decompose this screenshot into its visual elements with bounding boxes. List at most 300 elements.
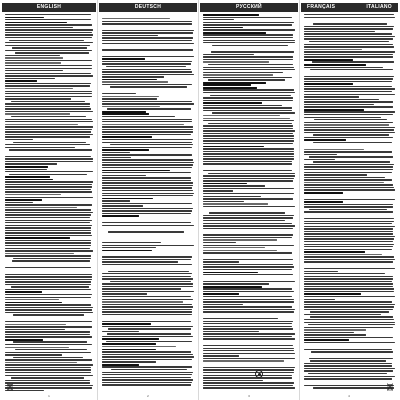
text-line — [5, 207, 77, 208]
text-line — [5, 380, 90, 381]
text-line — [5, 57, 63, 58]
text-line — [102, 356, 194, 357]
text-line — [304, 137, 393, 138]
text-line — [102, 309, 192, 310]
text-line — [102, 159, 193, 160]
text-line — [102, 164, 193, 165]
text-line — [102, 374, 192, 375]
text-line — [5, 60, 92, 61]
text-line — [304, 244, 394, 245]
text-line — [203, 281, 295, 282]
column-russian — [200, 0, 298, 400]
text-line — [5, 156, 91, 157]
text-line — [102, 96, 159, 97]
text-line — [15, 349, 87, 350]
text-line — [5, 184, 92, 185]
text-line — [5, 166, 48, 168]
text-line — [102, 142, 192, 143]
text-line — [5, 19, 91, 20]
text-line — [5, 326, 92, 327]
text-line — [5, 214, 91, 215]
text-line — [203, 188, 294, 189]
text-line — [203, 128, 293, 129]
text-line — [304, 286, 393, 287]
text-line — [203, 146, 264, 148]
text-line — [5, 96, 92, 97]
text-line — [5, 171, 93, 172]
text-line — [203, 87, 257, 89]
column-header-label: РУССКИЙ — [236, 4, 262, 10]
text-line — [304, 139, 346, 141]
text-line — [5, 362, 77, 363]
text-line — [11, 101, 86, 102]
text-line — [102, 296, 191, 297]
text-line — [203, 296, 292, 297]
text-line — [203, 107, 292, 108]
text-line — [102, 76, 164, 77]
text-line — [5, 98, 71, 99]
text-line — [304, 349, 392, 350]
text-line — [5, 299, 59, 300]
text-line — [308, 373, 387, 374]
text-line — [203, 14, 259, 16]
text-line — [102, 121, 192, 122]
text-line — [203, 118, 290, 119]
text-line — [304, 154, 337, 155]
text-line — [5, 232, 91, 233]
text-line — [5, 34, 93, 35]
crossed-bin-icon — [387, 378, 393, 386]
text-line — [203, 306, 292, 307]
text-line — [110, 281, 191, 282]
text-line — [102, 193, 194, 194]
text-line — [304, 83, 353, 85]
text-line — [102, 301, 183, 302]
text-line — [102, 149, 149, 151]
text-line — [102, 177, 191, 178]
text-line — [5, 344, 92, 345]
text-line — [304, 204, 393, 205]
text-line — [5, 336, 92, 337]
text-line — [203, 369, 294, 370]
text-line — [203, 372, 294, 373]
text-line — [203, 375, 292, 376]
text-line — [304, 334, 366, 335]
text-line — [203, 336, 292, 337]
text-line — [102, 43, 194, 44]
text-line — [5, 250, 93, 251]
text-line — [304, 339, 349, 341]
text-line — [203, 304, 243, 305]
text-line — [304, 226, 395, 227]
text-line — [110, 86, 187, 87]
text-line — [5, 191, 92, 192]
text-line — [209, 212, 286, 213]
text-line — [102, 129, 193, 130]
text-line — [102, 293, 147, 294]
text-line — [304, 368, 395, 369]
text-line — [203, 170, 292, 171]
text-line — [208, 123, 292, 124]
text-line — [304, 241, 393, 242]
text-line — [203, 185, 265, 186]
text-line — [5, 202, 33, 203]
text-line — [304, 59, 353, 61]
column-header-label-right: ITALIANO — [366, 4, 392, 10]
text-line — [102, 79, 157, 81]
text-line — [5, 134, 93, 135]
text-line — [203, 17, 292, 18]
text-line — [203, 321, 293, 322]
text-line — [11, 286, 89, 287]
text-line — [5, 237, 70, 239]
text-line — [203, 72, 283, 73]
text-line — [102, 261, 178, 262]
text-line — [203, 130, 295, 131]
column-english — [2, 0, 96, 400]
text-line — [5, 194, 61, 195]
text-line — [203, 217, 293, 218]
text-line — [304, 314, 381, 315]
text-line — [203, 100, 293, 101]
text-line — [102, 21, 192, 22]
text-line — [5, 22, 67, 24]
text-line — [5, 372, 91, 373]
text-line — [304, 199, 395, 200]
text-line — [102, 131, 193, 132]
text-line — [203, 239, 277, 240]
text-line — [304, 187, 394, 188]
text-line — [304, 14, 394, 15]
text-line — [203, 67, 294, 68]
text-line — [203, 59, 293, 60]
text-line — [208, 64, 294, 65]
text-line — [5, 382, 90, 383]
text-line — [304, 283, 393, 284]
text-line — [5, 124, 78, 125]
text-line — [203, 250, 277, 251]
text-line — [203, 266, 294, 267]
text-line — [5, 181, 93, 182]
text-line — [203, 331, 259, 332]
text-line — [102, 93, 136, 94]
text-line — [203, 360, 284, 361]
text-line — [203, 272, 258, 274]
text-line — [203, 92, 295, 93]
text-line — [5, 359, 92, 360]
text-line — [5, 255, 91, 256]
text-line — [5, 212, 93, 213]
text-line — [314, 119, 388, 120]
text-line — [203, 326, 292, 327]
text-line — [313, 161, 390, 162]
text-line — [203, 345, 293, 346]
text-line — [5, 352, 91, 353]
text-line — [5, 85, 90, 86]
text-line — [304, 104, 374, 105]
text-line — [310, 360, 386, 361]
text-line — [102, 210, 192, 211]
text-line — [309, 358, 393, 359]
text-line — [102, 134, 191, 135]
text-line — [203, 269, 292, 270]
text-line — [203, 89, 294, 90]
column-header-label-left: FRANÇAIS — [307, 4, 336, 10]
text-line — [5, 113, 70, 114]
text-line — [13, 258, 91, 259]
text-line — [102, 225, 194, 226]
text-line — [304, 94, 395, 95]
text-line — [108, 231, 184, 232]
text-line — [102, 61, 192, 62]
text-line — [102, 81, 168, 82]
text-line — [203, 22, 294, 23]
fold-line — [97, 0, 98, 400]
text-line — [5, 131, 91, 132]
text-line — [102, 147, 192, 148]
text-line — [13, 357, 83, 358]
text-line — [5, 375, 93, 376]
text-line — [5, 307, 93, 308]
text-line — [304, 332, 354, 333]
text-line — [304, 164, 394, 165]
text-line — [102, 208, 193, 209]
text-line — [102, 71, 192, 72]
text-line — [203, 102, 262, 104]
text-line — [102, 49, 193, 50]
column-header-label: ENGLISH — [36, 4, 62, 10]
text-line — [304, 36, 395, 37]
text-line — [309, 41, 389, 42]
text-line — [102, 152, 130, 153]
text-line — [5, 334, 90, 335]
text-line — [5, 294, 92, 295]
text-line — [5, 163, 57, 164]
text-line — [102, 276, 191, 277]
column-deutsch — [99, 0, 197, 400]
text-line — [313, 134, 389, 135]
text-line — [304, 337, 393, 338]
text-line — [203, 56, 293, 57]
text-line — [5, 70, 63, 71]
text-line — [304, 304, 395, 305]
text-line — [203, 252, 292, 253]
text-line — [203, 37, 293, 38]
column-header — [301, 3, 398, 12]
text-line — [304, 342, 395, 343]
text-line — [203, 27, 243, 29]
text-line — [5, 17, 44, 19]
text-line — [9, 40, 83, 41]
text-line — [5, 45, 90, 46]
text-line — [203, 77, 292, 78]
text-line — [5, 65, 92, 66]
text-line — [304, 385, 394, 386]
text-line — [5, 32, 92, 33]
text-line — [102, 242, 161, 243]
text-line — [304, 249, 392, 250]
text-line — [304, 201, 343, 203]
text-line — [304, 378, 392, 379]
text-line — [5, 136, 90, 137]
text-line — [203, 193, 294, 194]
text-line — [203, 178, 294, 179]
text-line — [5, 281, 91, 282]
text-line — [203, 385, 293, 386]
text-line — [102, 283, 193, 284]
text-line — [203, 293, 239, 295]
text-line — [5, 62, 61, 63]
text-line — [203, 29, 295, 30]
column-body — [203, 14, 295, 392]
text-line — [203, 148, 294, 149]
text-line — [102, 364, 139, 366]
text-line — [203, 82, 266, 84]
column-body — [5, 14, 93, 392]
text-line — [5, 230, 91, 231]
text-line — [203, 19, 234, 20]
text-line — [203, 105, 282, 106]
text-line — [304, 327, 393, 328]
text-line — [203, 183, 247, 185]
text-line — [304, 91, 392, 92]
text-line — [203, 245, 294, 246]
text-line — [304, 122, 393, 123]
text-line — [304, 166, 393, 167]
text-line — [102, 304, 192, 305]
text-line — [5, 169, 47, 170]
text-line — [5, 108, 91, 109]
text-line — [5, 176, 50, 178]
text-line — [5, 267, 91, 268]
text-line — [102, 286, 193, 287]
text-line — [203, 288, 292, 289]
text-line — [203, 125, 293, 126]
text-line — [203, 309, 295, 310]
text-line — [102, 157, 131, 158]
text-line — [304, 233, 393, 234]
text-line — [304, 149, 364, 150]
text-line — [13, 314, 84, 315]
text-line — [203, 242, 236, 243]
text-line — [5, 222, 90, 223]
text-line — [102, 126, 193, 127]
text-line — [5, 80, 37, 82]
text-line — [304, 49, 362, 50]
text-line — [304, 370, 393, 371]
text-line — [203, 153, 294, 154]
text-line — [5, 103, 90, 104]
text-line — [102, 213, 191, 214]
text-line — [102, 180, 191, 181]
text-line — [203, 54, 254, 55]
text-line — [203, 180, 293, 181]
text-line — [106, 66, 186, 67]
text-line — [203, 291, 294, 292]
text-line — [5, 347, 69, 348]
text-line — [5, 276, 92, 277]
text-line — [5, 289, 91, 290]
text-line — [5, 139, 33, 140]
text-line — [210, 95, 291, 96]
text-line — [203, 323, 292, 324]
text-line — [102, 35, 158, 36]
text-line — [304, 129, 394, 130]
page-number: 1 — [48, 394, 50, 398]
text-line — [5, 329, 65, 330]
text-line — [304, 238, 394, 239]
text-line — [102, 187, 192, 188]
text-line — [108, 328, 191, 329]
text-line — [102, 361, 156, 362]
text-line — [304, 26, 394, 27]
text-line — [313, 142, 392, 143]
text-line — [203, 377, 292, 378]
text-line — [5, 217, 90, 218]
text-line — [203, 32, 266, 34]
text-line — [5, 197, 93, 198]
text-line — [203, 286, 262, 288]
text-line — [102, 336, 193, 337]
text-line — [5, 279, 92, 280]
text-line — [304, 174, 367, 175]
text-line — [203, 274, 293, 275]
text-line — [102, 351, 191, 352]
text-line — [102, 331, 139, 332]
text-line — [304, 301, 392, 302]
text-line — [110, 144, 193, 145]
text-line — [304, 256, 394, 257]
text-line — [212, 45, 288, 46]
fold-line — [299, 0, 300, 400]
text-line — [304, 56, 393, 57]
text-line — [304, 276, 393, 277]
text-line — [304, 221, 394, 222]
text-line — [304, 329, 366, 330]
text-line — [304, 101, 393, 102]
text-line — [304, 111, 395, 112]
text-line — [304, 309, 393, 310]
text-line — [13, 142, 86, 143]
text-line — [203, 190, 233, 191]
text-line — [304, 76, 394, 77]
text-line — [5, 189, 91, 190]
text-line — [203, 201, 244, 202]
text-line — [203, 40, 295, 41]
text-line — [203, 348, 294, 349]
text-line — [203, 223, 292, 224]
text-line — [203, 228, 293, 229]
column-header — [200, 3, 298, 12]
text-line — [309, 156, 393, 157]
text-line — [304, 223, 392, 224]
text-line — [5, 78, 55, 79]
text-line — [12, 260, 90, 261]
text-line — [102, 111, 146, 113]
text-line — [102, 264, 192, 265]
text-line — [5, 88, 73, 89]
text-line — [5, 75, 93, 76]
text-line — [13, 341, 87, 342]
text-line — [102, 170, 170, 172]
text-line — [102, 384, 191, 385]
text-line — [102, 215, 139, 217]
text-line — [5, 106, 90, 107]
text-line — [203, 220, 285, 221]
text-line — [304, 172, 392, 173]
text-line — [203, 203, 268, 204]
text-line — [203, 143, 293, 144]
